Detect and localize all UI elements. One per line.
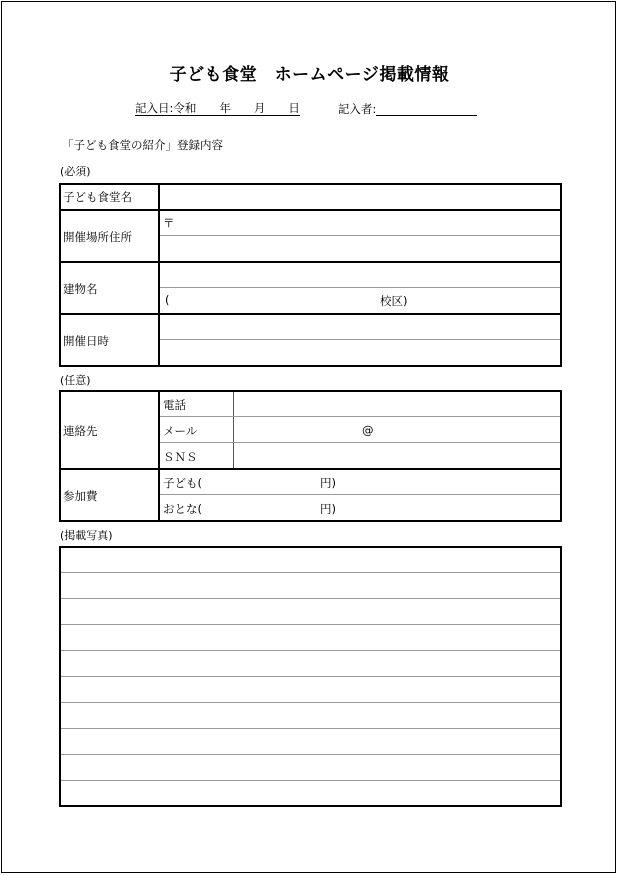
optional-table — [59, 390, 562, 522]
form-title: 子ども食堂 ホームページ掲載情報 — [169, 65, 450, 85]
label-fee: 参加費 — [63, 489, 98, 503]
entry-date-field[interactable]: 記入日:令和 年 月 日 — [135, 101, 300, 115]
section-intro: 「子ども食堂の紹介」登録内容 — [62, 138, 223, 152]
label-sns: ＳＮＳ — [163, 450, 198, 464]
school-district-label: 校区) — [380, 294, 408, 308]
entry-line — [135, 101, 477, 116]
label-address: 開催場所住所 — [63, 230, 132, 244]
school-paren-open: ( — [165, 293, 170, 307]
optional-label: (任意) — [60, 374, 91, 387]
label-adult-fee: おとな( — [163, 502, 202, 516]
label-building: 建物名 — [63, 282, 98, 296]
entry-writer-label: 記入者: — [337, 102, 377, 116]
label-phone: 電話 — [163, 398, 186, 412]
label-mail: メール — [163, 424, 198, 438]
required-label: (必須) — [60, 165, 91, 178]
label-datetime: 開催日時 — [63, 334, 109, 348]
label-child-fee: 子ども( — [163, 476, 202, 490]
adult-yen-label: 円) — [320, 502, 336, 516]
child-yen-label: 円) — [320, 476, 336, 490]
entry-writer-field[interactable] — [376, 101, 477, 116]
photo-label: (掲載写真) — [60, 529, 113, 542]
postal-mark: 〒 — [163, 216, 175, 230]
mail-at-sign: @ — [362, 423, 374, 437]
label-shop-name: 子ども食堂名 — [63, 190, 132, 204]
label-contact: 連絡先 — [63, 424, 98, 438]
